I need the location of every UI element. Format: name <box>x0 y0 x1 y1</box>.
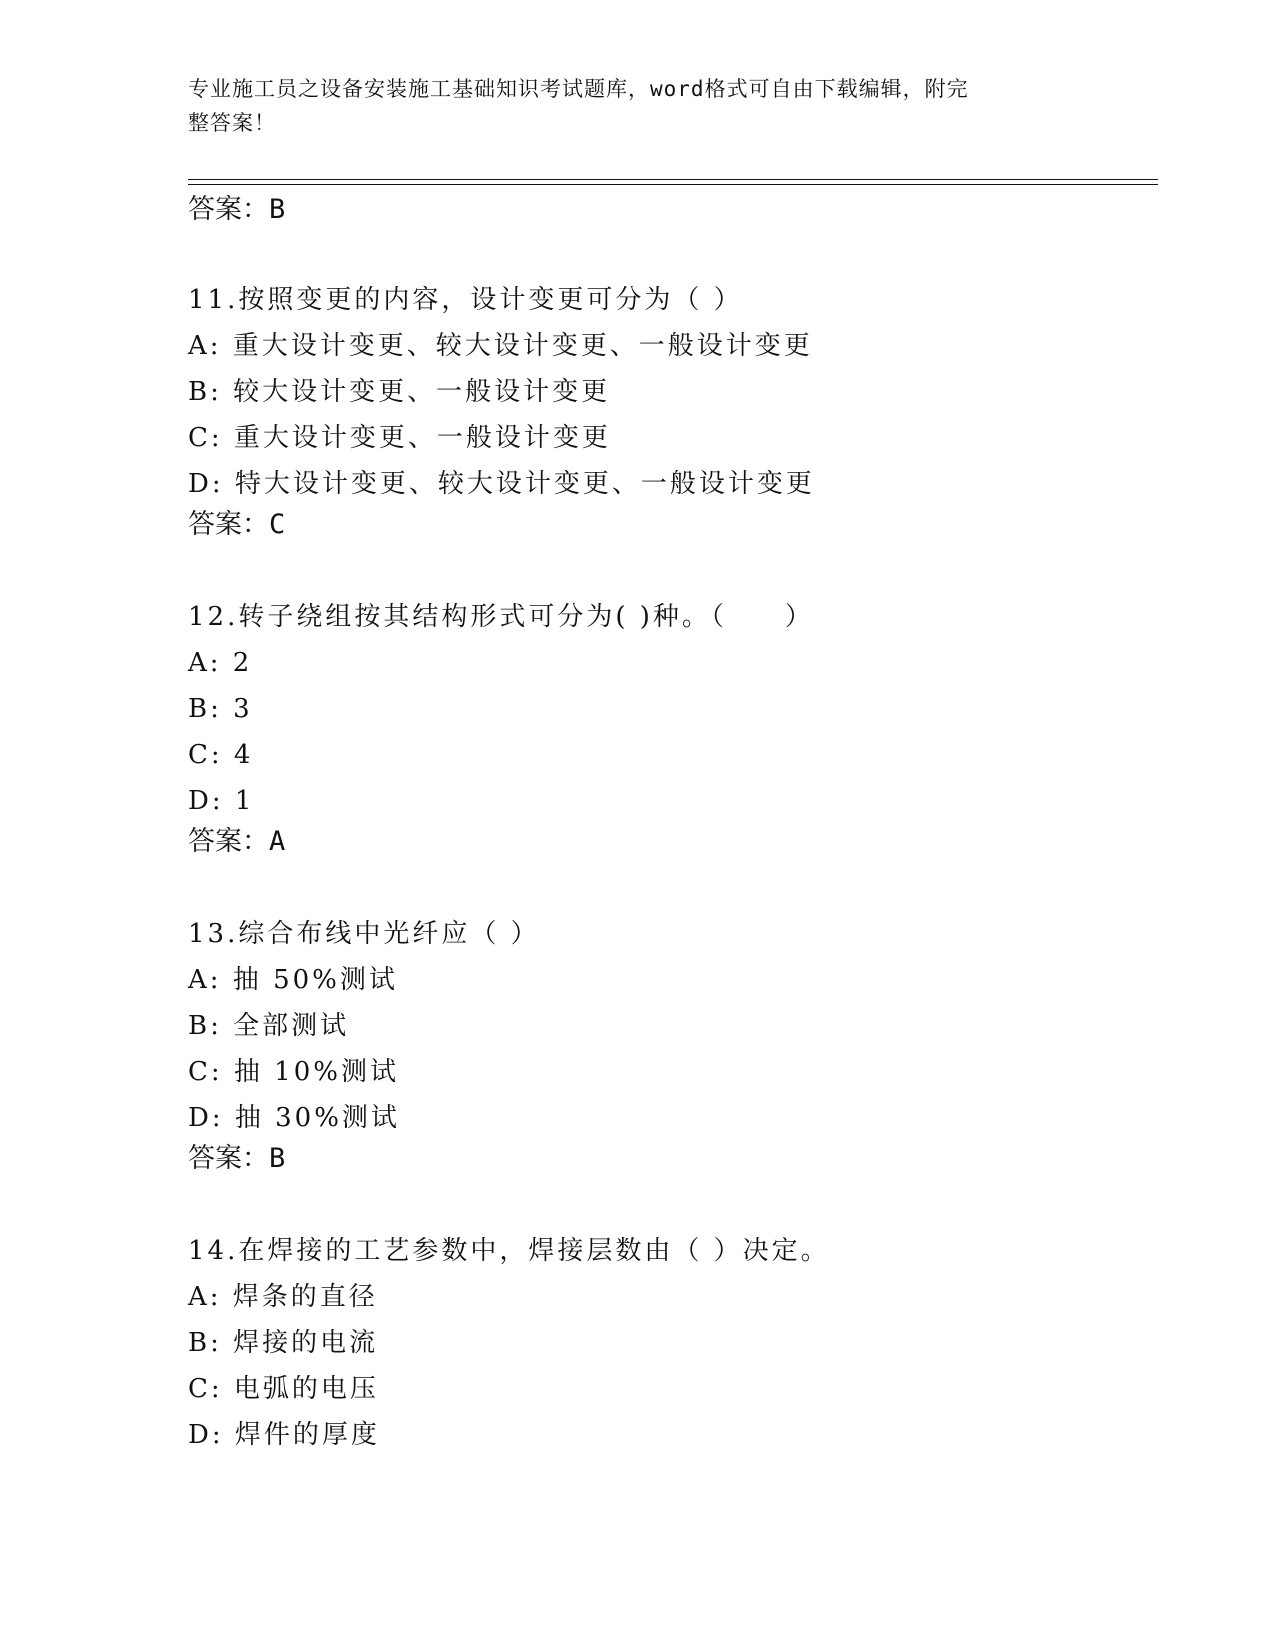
question-stem: 14.在焊接的工艺参数中，焊接层数由（ ）决定。 <box>188 1236 830 1266</box>
answer-12: 答案：A <box>188 826 286 857</box>
option-a: A: 抽 50%测试 <box>188 965 398 995</box>
document-header <box>188 72 1068 140</box>
option-d: D: 焊件的厚度 <box>188 1420 380 1450</box>
question-stem: 13.综合布线中光纤应（ ） <box>188 919 540 949</box>
option-d: D: 抽 30%测试 <box>188 1103 400 1133</box>
header-line-1: 专业施工员之设备安装施工基础知识考试题库，word格式可自由下载编辑，附完 <box>188 77 969 101</box>
option-d: D: 特大设计变更、较大设计变更、一般设计变更 <box>188 469 815 499</box>
header-divider-bottom <box>188 184 1158 185</box>
question-stem: 11.按照变更的内容，设计变更可分为（ ） <box>188 285 743 315</box>
option-a: A: 2 <box>188 648 253 678</box>
option-b: B: 较大设计变更、一般设计变更 <box>188 377 611 407</box>
option-c: C: 电弧的电压 <box>188 1374 379 1404</box>
answer-11: 答案：C <box>188 509 286 540</box>
option-b: B: 3 <box>188 694 253 724</box>
option-b: B: 全部测试 <box>188 1011 350 1041</box>
option-c: C: 抽 10%测试 <box>188 1057 399 1087</box>
option-b: B: 焊接的电流 <box>188 1328 379 1358</box>
option-a: A: 重大设计变更、较大设计变更、一般设计变更 <box>188 331 813 361</box>
question-13 <box>188 911 540 1141</box>
question-stem: 12.转子绕组按其结构形式可分为( )种。（ ） <box>188 602 814 632</box>
option-c: C: 4 <box>188 740 254 770</box>
question-14 <box>188 1228 830 1458</box>
option-c: C: 重大设计变更、一般设计变更 <box>188 423 611 453</box>
option-a: A: 焊条的直径 <box>188 1282 378 1312</box>
answer-13: 答案：B <box>188 1143 286 1174</box>
question-11 <box>188 277 815 507</box>
option-d: D: 1 <box>188 786 255 816</box>
question-12 <box>188 594 814 824</box>
header-divider-top <box>188 179 1158 180</box>
answer-previous: 答案：B <box>188 194 286 225</box>
header-line-2: 整答案！ <box>188 111 276 135</box>
